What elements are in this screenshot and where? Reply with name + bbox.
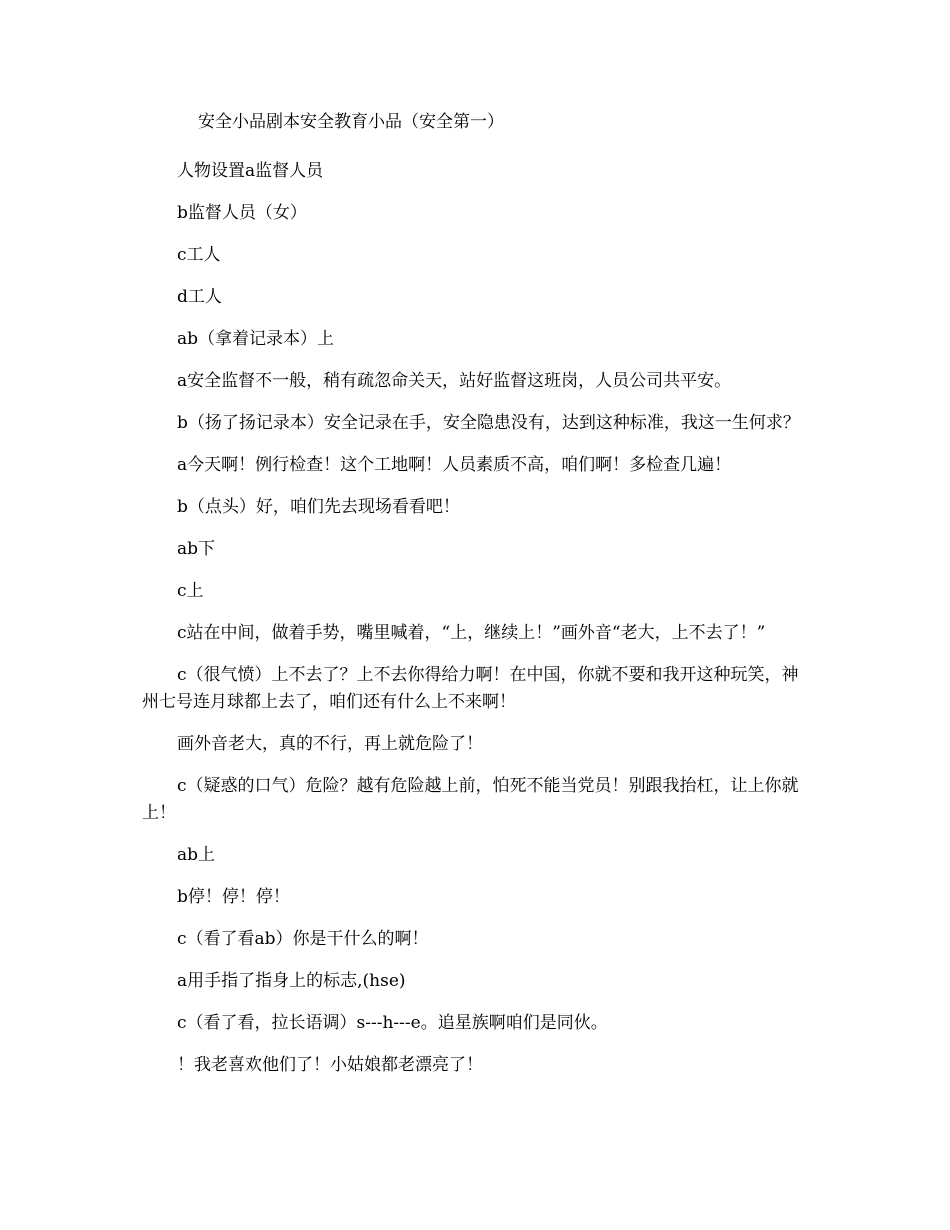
- paragraph: c站在中间，做着手势，嘴里喊着，“上，继续上！”画外音“老大，上不去了！”: [177, 623, 766, 643]
- document-title: 安全小品剧本安全教育小品（安全第一）: [198, 112, 504, 132]
- paragraph: b停！停！停！: [177, 887, 290, 907]
- paragraph: ab下: [177, 539, 216, 559]
- paragraph: c（很气愤）上不去了？上不去你得给力啊！在中国，你就不要和我开这种玩笑，神州七号连月球都上去了，咱们还有什么上不来啊！: [142, 665, 799, 712]
- paragraph: ab上: [177, 845, 216, 865]
- paragraph: c（看了看ab）你是干什么的啊！: [177, 929, 429, 949]
- paragraph: ！我老喜欢他们了！小姑娘都老漂亮了！: [177, 1055, 483, 1075]
- paragraph: c（疑惑的口气）危险？越有危险越上前，怕死不能当党员！别跟我抬杠，让上你就上！: [142, 776, 799, 823]
- paragraph: c（看了看，拉长语调）s---h---e。追星族啊咱们是同伙。: [177, 1013, 608, 1033]
- document-page: [142, 108, 812, 1094]
- paragraph: 画外音老大，真的不行，再上就危险了！: [177, 734, 483, 754]
- paragraph-character-setup-b: b监督人员（女）: [177, 203, 307, 223]
- paragraph: b（点头）好，咱们先去现场看看吧！: [177, 497, 460, 517]
- paragraph-character-setup-a: 人物设置a监督人员: [177, 161, 324, 181]
- paragraph: ab（拿着记录本）上: [177, 329, 335, 349]
- paragraph: c上: [177, 581, 204, 601]
- paragraph: a用手指了指身上的标志,(hse): [177, 971, 406, 991]
- paragraph-character-setup-d: d工人: [177, 287, 222, 307]
- paragraph: a今天啊！例行检查！这个工地啊！人员素质不高，咱们啊！多检查几遍！: [177, 455, 732, 475]
- paragraph: a安全监督不一般，稍有疏忽命关天，站好监督这班岗，人员公司共平安。: [177, 371, 732, 391]
- paragraph-character-setup-c: c工人: [177, 245, 221, 265]
- paragraph: b（扬了扬记录本）安全记录在手，安全隐患没有，达到这种标准，我这一生何求？: [177, 413, 800, 433]
